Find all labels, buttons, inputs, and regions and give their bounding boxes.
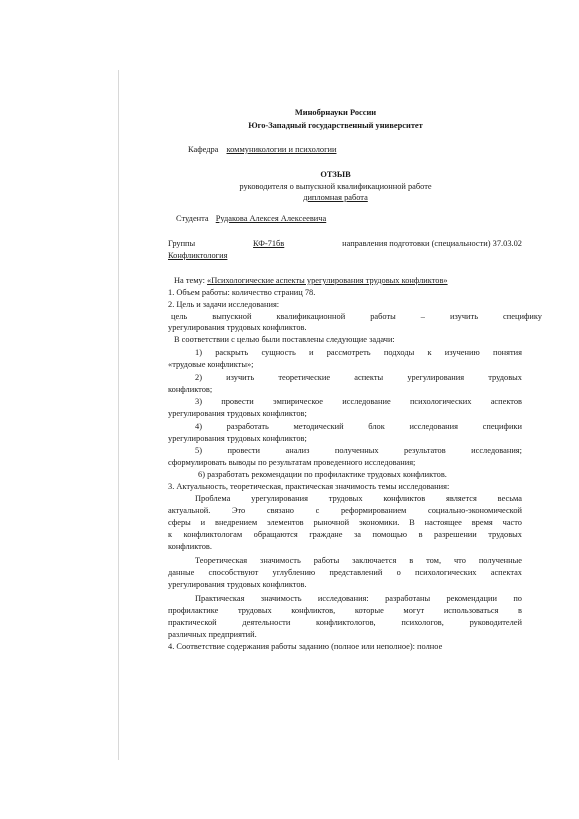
group-label: Группы — [168, 239, 196, 248]
document-subtitle: руководителя о выпускной квалификационной работе — [239, 182, 432, 191]
body-line: «трудовые конфликты»; — [168, 360, 254, 369]
topic-value: «Психологические аспекты урегулирования трудовых конфликтов» — [207, 276, 448, 285]
body-line: конфликтов. — [168, 542, 212, 551]
body-line: 5) провести анализ полученных результатов исследования; — [195, 446, 522, 455]
body-line: актуальной. Это связано с реформированием социально-экономической — [168, 506, 522, 515]
body-line: конфликтов; — [168, 385, 213, 394]
body-line: урегулирования трудовых конфликтов. — [168, 580, 307, 589]
body-line: В соответствии с целью были поставлены следующие задачи: — [174, 335, 395, 344]
body-line: 2) изучить теоретические аспекты урегулирования трудовых — [195, 373, 522, 382]
student-name: Рудакова Алексея Алексеевича — [215, 214, 327, 223]
body-line: данные способствуют углублению представлений о психологических аспектах — [168, 568, 522, 577]
scan-edge-line — [118, 70, 119, 760]
topic-label: На тему: — [174, 276, 205, 285]
body-line: Теоретическая значимость работы заключается в том, что полученные — [195, 556, 522, 565]
body-line: 1. Объем работы: количество страниц 78. — [168, 288, 316, 297]
body-line: профилактике трудовых конфликтов, которые могут использоваться в — [168, 606, 522, 615]
body-line: Проблема урегулирования трудовых конфликтов является весьма — [195, 494, 522, 503]
group-direction: направления подготовки (специальности) 37.03.02 — [342, 239, 522, 248]
ministry-heading: Минобрнауки России — [294, 108, 377, 117]
body-line: урегулирования трудовых конфликтов. — [168, 323, 307, 332]
student-line — [176, 214, 326, 224]
body-line: 3) провести эмпирическое исследование психологических аспектов — [195, 397, 522, 406]
body-line: 2. Цель и задачи исследования: — [168, 300, 280, 309]
document-title: ОТЗЫВ — [320, 170, 351, 179]
body-line: 4. Соответствие содержания работы заданию (полное или неполное): полное — [168, 642, 443, 651]
body-line: сформулировать выводы по результатам проведенного исследования; — [168, 458, 416, 467]
body-line: 1) раскрыть сущность и рассмотреть подходы к изучению понятия — [195, 348, 522, 357]
topic-line — [174, 276, 448, 286]
body-line: 6) разработать рекомендации по профилактике трудовых конфликтов. — [198, 470, 447, 479]
body-line: к конфликтологам обращаются граждане за помощью в разрешении трудовых — [168, 530, 522, 539]
department-label: Кафедра — [188, 145, 219, 154]
work-type: дипломная работа — [303, 193, 368, 202]
body-line: сферы и внедрением элементов рыночной экономики. В настоящее время часто — [168, 518, 522, 527]
body-line: Практическая значимость исследования: разработаны рекомендации по — [195, 594, 522, 603]
body-line: 4) разработать методический блок исследования специфики — [195, 422, 522, 431]
body-line: цель выпускной квалификационной работы – изучить специфику — [171, 312, 542, 321]
group-line — [168, 239, 522, 249]
department-line — [188, 145, 336, 155]
student-label: Студента — [176, 214, 209, 223]
group-specialty: Конфликтология — [168, 251, 228, 260]
body-line: 3. Актуальность, теоретическая, практическая значимость темы исследования: — [168, 482, 450, 491]
document-page — [138, 0, 542, 819]
university-heading: Юго-Западный государственный университет — [248, 121, 423, 130]
body-line: урегулирования трудовых конфликтов; — [168, 434, 307, 443]
body-line: практической деятельности конфликтологов, психологов, руководителей — [168, 618, 522, 627]
body-line: различных предприятий. — [168, 630, 257, 639]
group-code: КФ-71бв — [253, 239, 285, 248]
body-line: урегулирования трудовых конфликтов; — [168, 409, 307, 418]
department-value: коммуникологии и психологии — [226, 145, 337, 154]
